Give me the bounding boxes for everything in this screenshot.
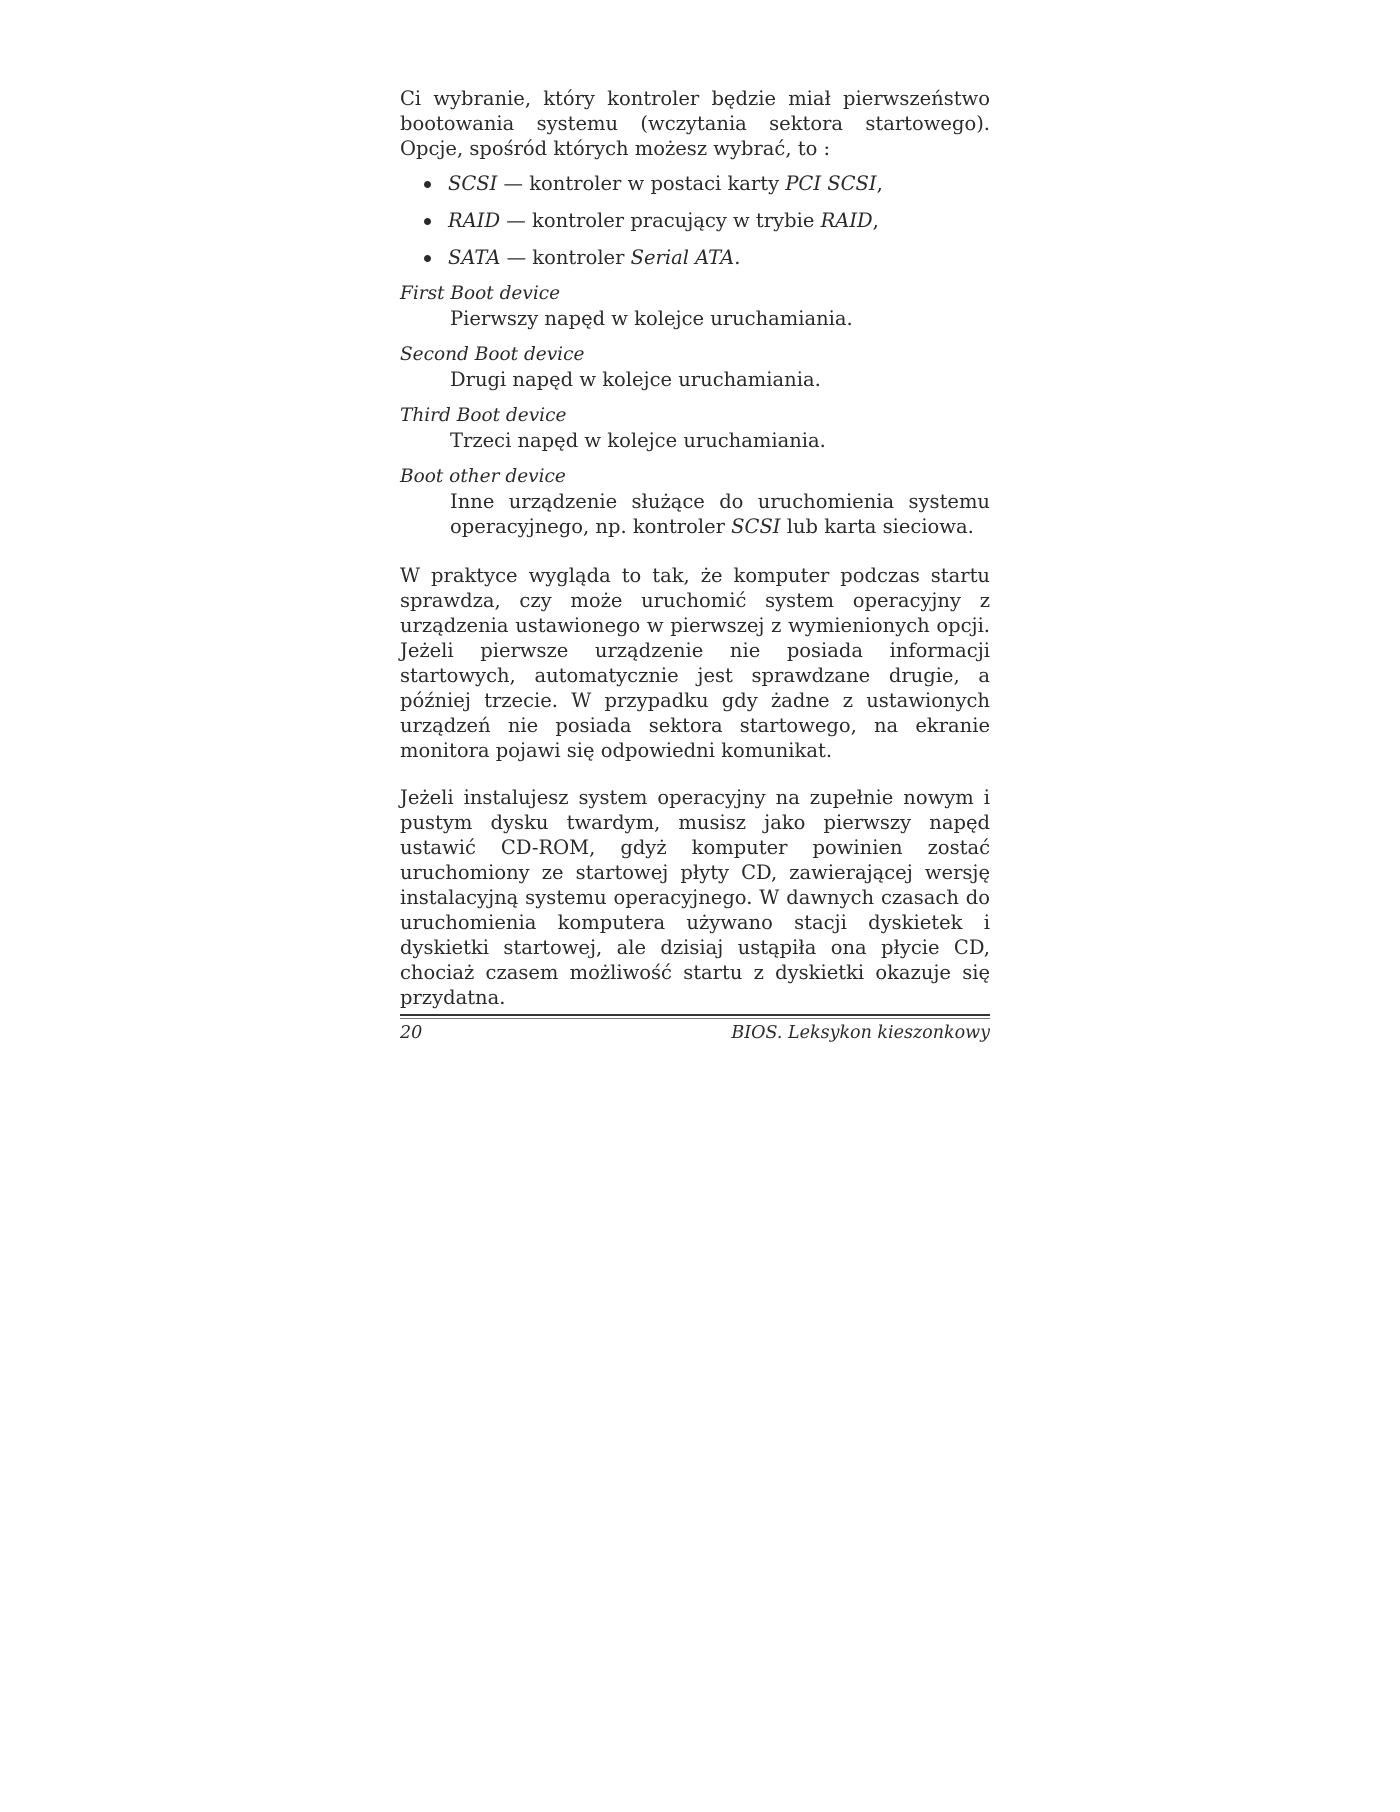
option-term: SATA — [448, 246, 501, 269]
bullet-icon — [424, 181, 431, 188]
definition-description: Trzeci napęd w kolejce uruchamiania. — [450, 429, 826, 452]
option-term: SCSI — [448, 172, 498, 195]
list-item — [420, 245, 990, 270]
list-item — [420, 171, 990, 196]
option-term-secondary: PCI SCSI — [785, 172, 877, 195]
bullet-icon — [424, 255, 431, 262]
book-title: BIOS. Leksykon kieszonkowy — [731, 1023, 990, 1043]
option-term: RAID — [448, 209, 501, 232]
option-term-secondary: Serial ATA — [630, 246, 735, 269]
definition-term: Third Boot device — [400, 405, 567, 426]
list-item — [420, 208, 990, 233]
definition-first-boot-device — [400, 282, 990, 331]
footer-divider — [400, 1014, 990, 1016]
bullet-icon — [424, 218, 431, 225]
body-paragraph-2: Jeżeli instalujesz system operacyjny na zupełnie nowym i pustym dysku twardym, musisz jako pierwszy napęd ustawić CD-ROM, gdyż komputer powinien zostać uruchomiony ze startowej płyty CD, zawierającej wersję instalacyjną systemu operacyjnego. W dawnych czasach do uruchomienia komputera używano stacji dyskietek i dyskietki startowej, ale dzisiaj ustąpiła ona płycie CD, chociaż czasem możliwość startu z dyskietki okazuje się przydatna. — [400, 786, 990, 1009]
page-content — [400, 86, 990, 1010]
definition-term-inline: SCSI — [731, 515, 781, 538]
intro-paragraph: Ci wybranie, który kontroler będzie miał pierwszeństwo bootowania systemu (wczytania sektora startowego). Opcje, spośród których możesz wybrać, to : — [400, 87, 990, 160]
definition-text: Inne urządzenie służące do uruchomienia systemu operacyjnego, np. kontroler — [450, 490, 990, 538]
definition-third-boot-device — [400, 404, 990, 453]
definition-description: Drugi napęd w kolejce uruchamiania. — [450, 368, 821, 391]
option-end: . — [734, 246, 741, 269]
definition-text-end: lub karta sieciowa. — [780, 515, 974, 538]
footer-divider-thin — [400, 1018, 990, 1019]
definition-term: First Boot device — [400, 283, 561, 304]
controller-options-list — [400, 171, 990, 270]
option-term-secondary: RAID — [820, 209, 873, 232]
option-text: — kontroler pracujący w trybie — [500, 209, 821, 232]
option-text: — kontroler — [500, 246, 631, 269]
definition-description — [450, 489, 990, 539]
definition-second-boot-device — [400, 343, 990, 392]
option-end: , — [872, 209, 879, 232]
definition-description: Pierwszy napęd w kolejce uruchamiania. — [450, 307, 853, 330]
body-paragraph-1: W praktyce wygląda to tak, że komputer podczas startu sprawdza, czy może uruchomić system operacyjny z urządzenia ustawionego w pierwszej z wymienionych opcji. Jeżeli pierwsze urządzenie nie posiada informacji startowych, automatycznie jest sprawdzane drugie, a później trzecie. W przypadku gdy żadne z ustawionych urządzeń nie posiada sektora startowego, na ekranie monitora pojawi się odpowiedni komunikat. — [400, 564, 990, 762]
definition-term: Boot other device — [400, 466, 566, 487]
definition-term: Second Boot device — [400, 344, 585, 365]
option-end: , — [876, 172, 883, 195]
definition-boot-other-device — [400, 465, 990, 539]
page-footer — [400, 1021, 990, 1045]
option-text: — kontroler w postaci karty — [497, 172, 786, 195]
page-number: 20 — [400, 1023, 423, 1043]
